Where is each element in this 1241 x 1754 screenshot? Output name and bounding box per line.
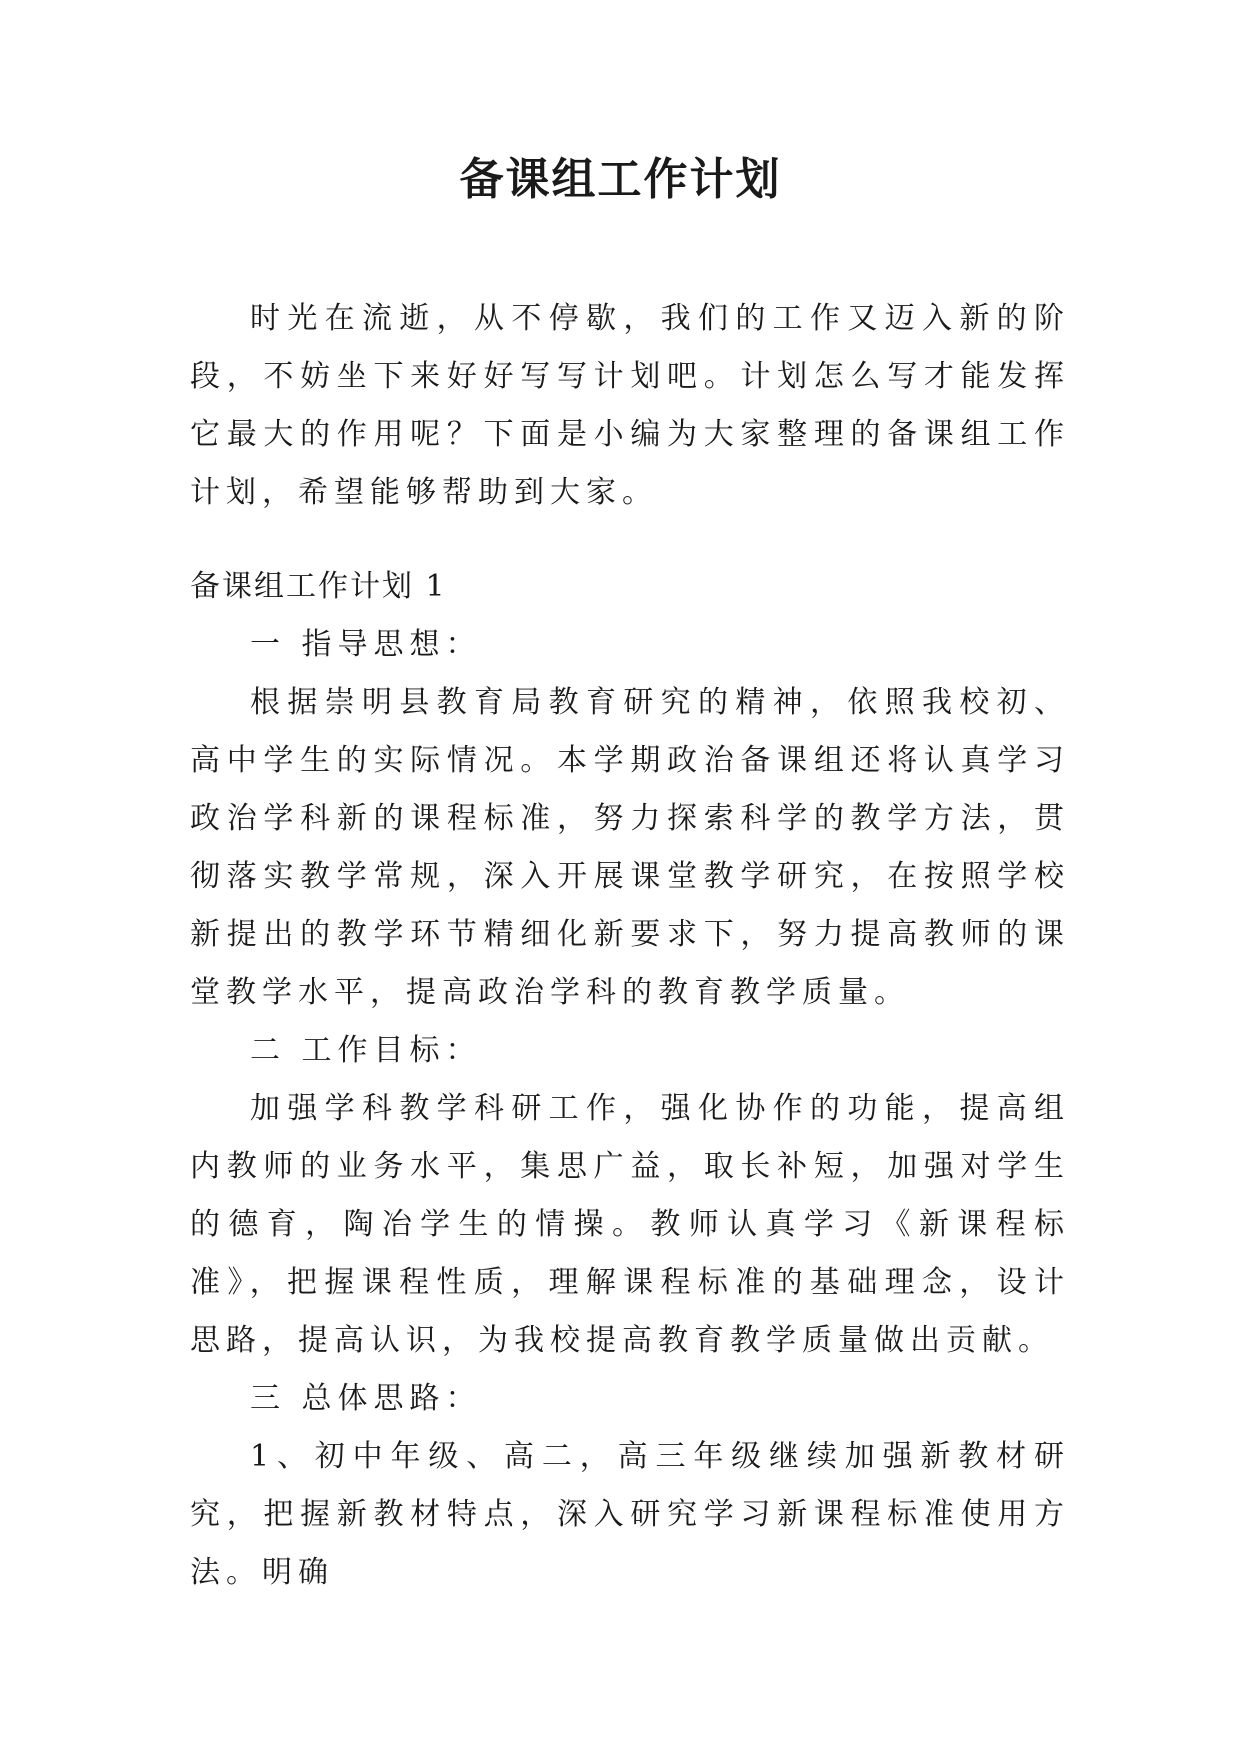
heading-overall-approach: 三 总体思路： [250,1381,482,1416]
document-title: 备课组工作计划 [459,154,782,205]
section-title: 备课组工作计划 1 [190,569,447,604]
paragraph-work-goals: 加强学科教学科研工作，强化协作的功能，提高组内教师的业务水平，集思广益，取长补短，加强对学生的德育，陶冶学生的情操。教师认真学习《新课程标准》，把握课程性质，理解课程标准的基础理念，设计思路，提高认识，为我校提高教育教学质量做出贡献。 [190,1091,1070,1358]
heading-guiding-ideology: 一 指导思想： [250,627,482,662]
document-body [190,290,1070,1602]
intro-paragraph: 时光在流逝，从不停歇，我们的工作又迈入新的阶段，不妨坐下来好好写写计划吧。计划怎么写才能发挥它最大的作用呢？下面是小编为大家整理的备课组工作计划，希望能够帮助到大家。 [190,301,1070,510]
heading-work-goals: 二 工作目标： [250,1033,482,1068]
paragraph-guiding-ideology: 根据崇明县教育局教育研究的精神，依照我校初、高中学生的实际情况。本学期政治备课组还将认真学习政治学科新的课程标准，努力探索科学的教学方法，贯彻落实教学常规，深入开展课堂教学研究，在按照学校新提出的教学环节精细化新要求下，努力提高教师的课堂教学水平，提高政治学科的教育教学质量。 [190,685,1070,1010]
paragraph-overall-approach: 1、初中年级、高二，高三年级继续加强新教材研究，把握新教材特点，深入研究学习新课程标准使用方法。明确 [190,1439,1070,1590]
